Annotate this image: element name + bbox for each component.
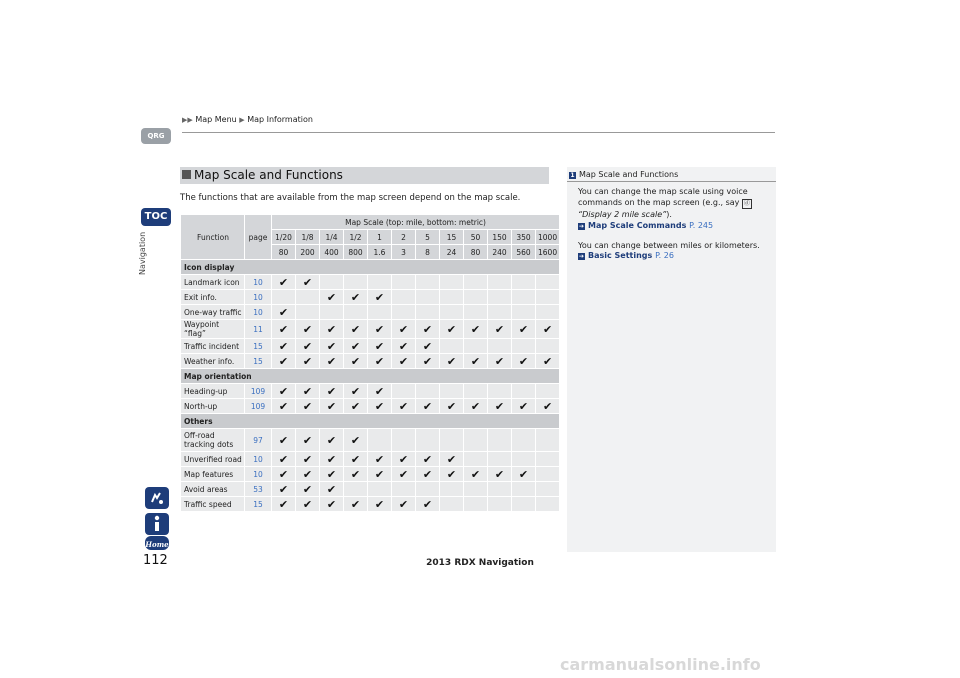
page-reference-link[interactable]: 109 xyxy=(245,399,271,413)
page-reference-link[interactable]: 53 xyxy=(245,482,271,496)
empty-cell xyxy=(440,275,463,289)
empty-cell xyxy=(320,305,343,319)
scale-metric-cell: 1.6 xyxy=(368,245,391,259)
check-mark-icon: ✔ xyxy=(296,467,319,481)
scale-miles-cell: 15 xyxy=(440,230,463,244)
function-name: North-up xyxy=(181,399,244,413)
check-mark-icon: ✔ xyxy=(512,354,535,368)
check-mark-icon: ✔ xyxy=(272,320,295,338)
empty-cell xyxy=(392,482,415,496)
empty-cell xyxy=(272,290,295,304)
empty-cell xyxy=(392,384,415,398)
group-header-row xyxy=(181,260,559,274)
empty-cell xyxy=(536,452,559,466)
empty-cell xyxy=(368,275,391,289)
group-title: Others xyxy=(181,414,559,428)
empty-cell xyxy=(464,429,487,451)
group-title: Icon display xyxy=(181,260,559,274)
check-mark-icon: ✔ xyxy=(320,354,343,368)
scale-metric-cell: 400 xyxy=(320,245,343,259)
check-mark-icon: ✔ xyxy=(296,482,319,496)
empty-cell xyxy=(488,305,511,319)
check-mark-icon: ✔ xyxy=(344,339,367,353)
function-name: Traffic speed xyxy=(181,497,244,511)
page-reference-link[interactable]: 15 xyxy=(245,339,271,353)
table-row xyxy=(181,275,559,289)
table-row xyxy=(181,429,559,451)
page-reference-link[interactable]: 10 xyxy=(245,467,271,481)
check-mark-icon: ✔ xyxy=(296,354,319,368)
check-mark-icon: ✔ xyxy=(416,452,439,466)
page-reference-link[interactable]: 97 xyxy=(245,429,271,451)
check-mark-icon: ✔ xyxy=(272,429,295,451)
empty-cell xyxy=(416,275,439,289)
check-mark-icon: ✔ xyxy=(392,497,415,511)
scale-metric-cell: 1600 xyxy=(536,245,559,259)
empty-cell xyxy=(488,339,511,353)
table-row xyxy=(181,399,559,413)
check-mark-icon: ✔ xyxy=(440,467,463,481)
info-button[interactable] xyxy=(145,513,169,535)
check-mark-icon: ✔ xyxy=(296,275,319,289)
empty-cell xyxy=(512,452,535,466)
table-row xyxy=(181,452,559,466)
scale-miles-cell: 1/2 xyxy=(344,230,367,244)
function-name: Traffic incident xyxy=(181,339,244,353)
section-title xyxy=(182,168,343,182)
scale-miles-cell: 2 xyxy=(392,230,415,244)
check-mark-icon: ✔ xyxy=(344,399,367,413)
scale-miles-cell: 150 xyxy=(488,230,511,244)
check-mark-icon: ✔ xyxy=(416,320,439,338)
column-header-function: Function xyxy=(181,215,244,259)
empty-cell xyxy=(392,275,415,289)
side-note-divider xyxy=(567,181,776,182)
check-mark-icon: ✔ xyxy=(344,384,367,398)
check-mark-icon: ✔ xyxy=(344,354,367,368)
empty-cell xyxy=(416,305,439,319)
function-name: Avoid areas xyxy=(181,482,244,496)
check-mark-icon: ✔ xyxy=(320,399,343,413)
link-label[interactable]: Basic Settings xyxy=(588,251,653,260)
check-mark-icon: ✔ xyxy=(344,452,367,466)
check-mark-icon: ✔ xyxy=(344,497,367,511)
check-mark-icon: ✔ xyxy=(320,320,343,338)
scale-metric-cell: 800 xyxy=(344,245,367,259)
check-mark-icon: ✔ xyxy=(320,482,343,496)
svg-text:Home: Home xyxy=(145,540,169,549)
empty-cell xyxy=(464,339,487,353)
check-mark-icon: ✔ xyxy=(272,339,295,353)
breadcrumb-item-map-information[interactable]: Map Information xyxy=(247,115,313,124)
check-mark-icon: ✔ xyxy=(344,467,367,481)
function-name: Map features xyxy=(181,467,244,481)
check-mark-icon: ✔ xyxy=(536,354,559,368)
section-title-text: Map Scale and Functions xyxy=(194,168,343,182)
scale-miles-cell: 1/4 xyxy=(320,230,343,244)
table-row xyxy=(181,339,559,353)
group-title: Map orientation xyxy=(181,369,559,383)
function-name: Off-road tracking dots xyxy=(181,429,244,451)
page-reference-link[interactable]: 15 xyxy=(245,354,271,368)
link-arrow-icon: ➔ xyxy=(578,223,585,230)
check-mark-icon: ✔ xyxy=(296,384,319,398)
check-mark-icon: ✔ xyxy=(320,497,343,511)
empty-cell xyxy=(536,305,559,319)
check-mark-icon: ✔ xyxy=(392,467,415,481)
check-mark-icon: ✔ xyxy=(368,399,391,413)
empty-cell xyxy=(488,429,511,451)
basic-settings-link[interactable] xyxy=(578,251,674,260)
breadcrumb xyxy=(182,115,313,124)
empty-cell xyxy=(344,482,367,496)
watermark: carmanualsonline.info xyxy=(560,655,761,674)
column-header-page: page xyxy=(245,215,271,259)
check-mark-icon: ✔ xyxy=(272,275,295,289)
empty-cell xyxy=(392,429,415,451)
side-note-text-1: You can change the map scale using voice commands on the map screen (e.g., say xyxy=(578,187,748,207)
check-mark-icon: ✔ xyxy=(440,320,463,338)
talk-button-icon: ⓓ xyxy=(743,200,750,207)
breadcrumb-arrow-icon: ▶ xyxy=(239,116,245,124)
check-mark-icon: ✔ xyxy=(296,452,319,466)
check-mark-icon: ✔ xyxy=(416,339,439,353)
empty-cell xyxy=(368,482,391,496)
scale-miles-cell: 350 xyxy=(512,230,535,244)
empty-cell xyxy=(368,305,391,319)
empty-cell xyxy=(488,384,511,398)
link-page[interactable]: P. 26 xyxy=(655,251,674,260)
empty-cell xyxy=(488,275,511,289)
link-label[interactable]: Map Scale Commands xyxy=(588,221,687,230)
info-icon xyxy=(145,513,169,535)
check-mark-icon: ✔ xyxy=(416,399,439,413)
function-name: Heading-up xyxy=(181,384,244,398)
empty-cell xyxy=(440,339,463,353)
check-mark-icon: ✔ xyxy=(344,320,367,338)
table-row xyxy=(181,467,559,481)
qrg-button[interactable]: QRG xyxy=(141,128,171,144)
page-reference-link[interactable]: 10 xyxy=(245,305,271,319)
page-reference-link[interactable]: 10 xyxy=(245,452,271,466)
empty-cell xyxy=(536,467,559,481)
page-reference-link[interactable]: 109 xyxy=(245,384,271,398)
empty-cell xyxy=(536,482,559,496)
function-name: Unverified road xyxy=(181,452,244,466)
empty-cell xyxy=(392,305,415,319)
empty-cell xyxy=(536,290,559,304)
toc-button[interactable]: TOC xyxy=(141,208,171,226)
voice-command-icon xyxy=(145,487,169,509)
scale-metric-cell: 8 xyxy=(416,245,439,259)
scale-metric-cell: 240 xyxy=(488,245,511,259)
empty-cell xyxy=(296,305,319,319)
check-mark-icon: ✔ xyxy=(368,339,391,353)
check-mark-icon: ✔ xyxy=(464,467,487,481)
empty-cell xyxy=(512,482,535,496)
check-mark-icon: ✔ xyxy=(392,399,415,413)
empty-cell xyxy=(344,305,367,319)
function-name: One-way traffic xyxy=(181,305,244,319)
empty-cell xyxy=(416,429,439,451)
check-mark-icon: ✔ xyxy=(320,290,343,304)
empty-cell xyxy=(488,290,511,304)
empty-cell xyxy=(344,275,367,289)
table-row xyxy=(181,497,559,511)
check-mark-icon: ✔ xyxy=(296,320,319,338)
empty-cell xyxy=(512,290,535,304)
header-divider xyxy=(182,132,775,133)
function-name: Waypoint “flag” xyxy=(181,320,244,338)
empty-cell xyxy=(296,290,319,304)
check-mark-icon: ✔ xyxy=(344,290,367,304)
empty-cell xyxy=(464,305,487,319)
map-scale-function-table xyxy=(180,214,560,512)
empty-cell xyxy=(536,339,559,353)
check-mark-icon: ✔ xyxy=(368,497,391,511)
empty-cell xyxy=(320,275,343,289)
empty-cell xyxy=(536,497,559,511)
check-mark-icon: ✔ xyxy=(392,320,415,338)
check-mark-icon: ✔ xyxy=(272,384,295,398)
map-scale-commands-link[interactable] xyxy=(578,221,713,230)
check-mark-icon: ✔ xyxy=(368,354,391,368)
empty-cell xyxy=(416,290,439,304)
empty-cell xyxy=(536,275,559,289)
empty-cell xyxy=(512,497,535,511)
intro-text: The functions that are available from the map screen depend on the map scale. xyxy=(180,193,521,203)
check-mark-icon: ✔ xyxy=(296,429,319,451)
check-mark-icon: ✔ xyxy=(512,399,535,413)
empty-cell xyxy=(464,384,487,398)
page-reference-link[interactable]: 10 xyxy=(245,275,271,289)
check-mark-icon: ✔ xyxy=(512,320,535,338)
empty-cell xyxy=(416,384,439,398)
scale-miles-cell: 1000 xyxy=(536,230,559,244)
empty-cell xyxy=(536,384,559,398)
scale-miles-cell: 5 xyxy=(416,230,439,244)
scale-metric-cell: 80 xyxy=(464,245,487,259)
table-row xyxy=(181,305,559,319)
page-reference-link[interactable]: 10 xyxy=(245,290,271,304)
side-note-title xyxy=(569,170,678,179)
check-mark-icon: ✔ xyxy=(464,399,487,413)
scale-metric-cell: 560 xyxy=(512,245,535,259)
check-mark-icon: ✔ xyxy=(320,467,343,481)
footer-title: 2013 RDX Navigation xyxy=(426,558,534,568)
check-mark-icon: ✔ xyxy=(536,320,559,338)
check-mark-icon: ✔ xyxy=(392,452,415,466)
function-name: Exit info. xyxy=(181,290,244,304)
page-reference-link[interactable]: 15 xyxy=(245,497,271,511)
check-mark-icon: ✔ xyxy=(272,354,295,368)
empty-cell xyxy=(512,339,535,353)
empty-cell xyxy=(536,429,559,451)
empty-cell xyxy=(440,305,463,319)
check-mark-icon: ✔ xyxy=(392,339,415,353)
check-mark-icon: ✔ xyxy=(344,429,367,451)
scale-metric-cell: 200 xyxy=(296,245,319,259)
empty-cell xyxy=(440,290,463,304)
table-row xyxy=(181,354,559,368)
scale-miles-cell: 1 xyxy=(368,230,391,244)
side-note-voice-command: “Display 2 mile scale” xyxy=(578,210,667,219)
empty-cell xyxy=(440,429,463,451)
check-mark-icon: ✔ xyxy=(488,320,511,338)
scale-miles-cell: 1/8 xyxy=(296,230,319,244)
check-mark-icon: ✔ xyxy=(272,497,295,511)
check-mark-icon: ✔ xyxy=(536,399,559,413)
column-header-map-scale: Map Scale (top: mile, bottom: metric) xyxy=(272,215,559,229)
check-mark-icon: ✔ xyxy=(296,497,319,511)
empty-cell xyxy=(512,275,535,289)
check-mark-icon: ✔ xyxy=(416,354,439,368)
check-mark-icon: ✔ xyxy=(368,290,391,304)
section-square-icon xyxy=(182,170,191,179)
breadcrumb-item-map-menu[interactable]: Map Menu xyxy=(195,115,237,124)
table-row xyxy=(181,482,559,496)
group-header-row xyxy=(181,414,559,428)
empty-cell xyxy=(488,452,511,466)
check-mark-icon: ✔ xyxy=(272,399,295,413)
check-mark-icon: ✔ xyxy=(368,384,391,398)
check-mark-icon: ✔ xyxy=(440,452,463,466)
scale-miles-cell: 1/20 xyxy=(272,230,295,244)
check-mark-icon: ✔ xyxy=(320,384,343,398)
group-header-row xyxy=(181,369,559,383)
check-mark-icon: ✔ xyxy=(320,429,343,451)
empty-cell xyxy=(464,275,487,289)
check-mark-icon: ✔ xyxy=(272,467,295,481)
scale-metric-cell: 3 xyxy=(392,245,415,259)
breadcrumb-arrow-icon: ▶▶ xyxy=(182,116,193,124)
check-mark-icon: ✔ xyxy=(272,482,295,496)
check-mark-icon: ✔ xyxy=(368,452,391,466)
check-mark-icon: ✔ xyxy=(440,399,463,413)
empty-cell xyxy=(440,482,463,496)
empty-cell xyxy=(464,452,487,466)
check-mark-icon: ✔ xyxy=(488,399,511,413)
check-mark-icon: ✔ xyxy=(296,399,319,413)
check-mark-icon: ✔ xyxy=(512,467,535,481)
empty-cell xyxy=(464,482,487,496)
empty-cell xyxy=(440,384,463,398)
scale-miles-cell: 50 xyxy=(464,230,487,244)
voice-command-button[interactable] xyxy=(145,487,169,509)
table-row xyxy=(181,320,559,338)
function-name: Weather info. xyxy=(181,354,244,368)
empty-cell xyxy=(488,482,511,496)
check-mark-icon: ✔ xyxy=(464,354,487,368)
empty-cell xyxy=(368,429,391,451)
check-mark-icon: ✔ xyxy=(488,354,511,368)
section-side-label: Navigation xyxy=(138,231,147,275)
empty-cell xyxy=(440,497,463,511)
link-page[interactable]: P. 245 xyxy=(689,221,714,230)
note-marker-icon: 1 xyxy=(570,172,575,179)
check-mark-icon: ✔ xyxy=(296,339,319,353)
empty-cell xyxy=(416,482,439,496)
check-mark-icon: ✔ xyxy=(416,497,439,511)
check-mark-icon: ✔ xyxy=(416,467,439,481)
empty-cell xyxy=(512,305,535,319)
page-reference-link[interactable]: 11 xyxy=(245,320,271,338)
check-mark-icon: ✔ xyxy=(392,354,415,368)
check-mark-icon: ✔ xyxy=(272,452,295,466)
side-note-paragraph-2: You can change between miles or kilometers. xyxy=(578,241,760,250)
check-mark-icon: ✔ xyxy=(464,320,487,338)
scale-metric-cell: 80 xyxy=(272,245,295,259)
check-mark-icon: ✔ xyxy=(368,320,391,338)
link-arrow-icon: ➔ xyxy=(578,253,585,260)
home-icon xyxy=(145,537,169,551)
check-mark-icon: ✔ xyxy=(320,339,343,353)
check-mark-icon: ✔ xyxy=(440,354,463,368)
table-row xyxy=(181,384,559,398)
scale-metric-cell: 24 xyxy=(440,245,463,259)
empty-cell xyxy=(464,290,487,304)
side-note-paragraph-1: You can change the map scale using voice commands on the map screen (e.g., say ⓓ “Display 2 mile scale”). xyxy=(578,187,750,219)
home-button[interactable] xyxy=(145,536,169,550)
table-row xyxy=(181,290,559,304)
check-mark-icon: ✔ xyxy=(368,467,391,481)
side-note-title-text: Map Scale and Functions xyxy=(579,170,679,179)
function-name: Landmark icon xyxy=(181,275,244,289)
empty-cell xyxy=(464,497,487,511)
empty-cell xyxy=(392,290,415,304)
check-mark-icon: ✔ xyxy=(320,452,343,466)
empty-cell xyxy=(512,384,535,398)
check-mark-icon: ✔ xyxy=(488,467,511,481)
check-mark-icon: ✔ xyxy=(272,305,295,319)
empty-cell xyxy=(488,497,511,511)
page-number: 112 xyxy=(143,553,168,568)
empty-cell xyxy=(512,429,535,451)
